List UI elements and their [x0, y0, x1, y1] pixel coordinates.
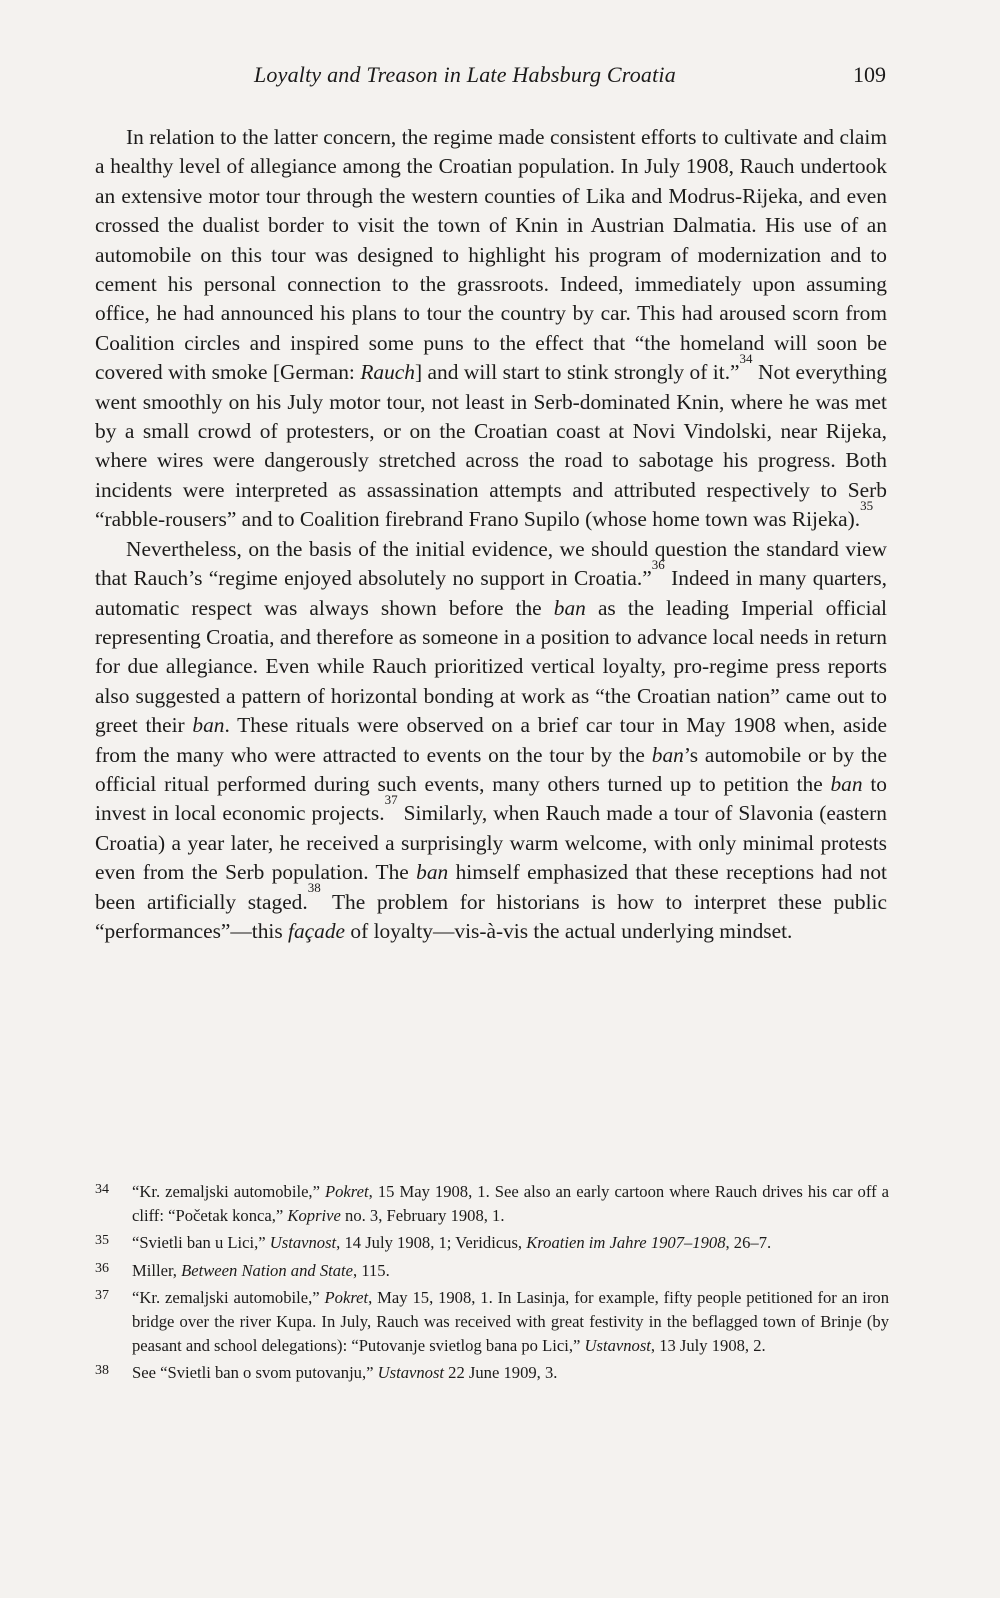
running-title: Loyalty and Treason in Late Habsburg Croatia	[254, 62, 676, 87]
p2-text-g: Similarly, when Rauch made a tour of Slavonia (eastern Croatia) a year later, he received a surprisingly warm welcome, with only minimal protests even from the Serb population. The	[95, 801, 888, 885]
p2-text-f: to invest in local economic projects.	[95, 771, 887, 826]
footnote-text: “Kr. zemaljski automobile,”	[132, 1182, 325, 1201]
footnote-italic: Ustavnost	[269, 1233, 337, 1253]
page-number: 109	[853, 62, 886, 87]
p2-italic-ban-1: ban	[553, 595, 586, 620]
footnote-ref-35[interactable]: 35	[860, 498, 874, 514]
footnote-34	[95, 1180, 889, 1227]
footnote-text: Miller,	[132, 1260, 182, 1280]
footnote-ref-38[interactable]: 38	[307, 880, 321, 896]
footnote-36	[95, 1259, 889, 1283]
footnote-italic: Pokret	[325, 1182, 369, 1201]
paragraph-2	[95, 535, 887, 947]
footnote-37	[95, 1286, 889, 1357]
running-head	[254, 62, 886, 92]
body-text	[95, 123, 887, 946]
footnote-number: 35	[95, 1233, 109, 1249]
p2-text-j: of loyalty—vis-à-vis the actual underlying mindset.	[345, 918, 793, 943]
p2-text-a: Nevertheless, on the basis of the initial evidence, we should question the standard view that Rauch’s “regime enjoyed absolutely no support in Croatia.”	[95, 536, 887, 591]
p2-italic-facade: façade	[288, 918, 346, 943]
footnote-italic: Ustavnost	[377, 1363, 445, 1383]
footnote-number: 36	[95, 1260, 109, 1276]
footnote-number: 38	[95, 1363, 109, 1379]
footnote-italic: Between Nation and State	[181, 1260, 354, 1280]
p2-italic-ban-3: ban	[651, 742, 684, 767]
p1-text-a: In relation to the latter concern, the regime made consistent efforts to cultivate and claim a healthy level of allegiance among the Croatian population. In July 1908, Rauch undertook an extensive motor tour through the western counties of Lika and Modrus-Rijeka, and even crossed the dualist border to visit the town of Knin in Austrian Dalmatia. His use of an automobile on this tour was designed to highlight his program of modernization and to cement his personal connection to the grassroots. Indeed, immediately upon assuming office, he had announced his plans to tour the country by car. This had aroused scorn from Coalition circles and inspired some puns to the effect that “the homeland will soon be covered with smoke [German:	[95, 125, 887, 385]
footnote-text: , 15 May 1908, 1. See also an early cartoon where Rauch drives his car off a cliff: “Početak konca,”	[132, 1182, 890, 1225]
p1-text-d: Not everything went smoothly on his July motor tour, not least in Serb-dominated Knin, where he was met by a small crowd of protesters, or on the Croatian coast at Novi Vindolski, near Rijeka, where wires were dangerously stretched across the road to sabotage his progress. Both incidents were interpreted as assassination attempts and attributed respectively to Serb “rabble-rousers” and to Coalition firebrand Frano Supilo (whose home town was Rijeka).	[95, 360, 887, 532]
footnote-text: , 115.	[353, 1260, 390, 1280]
footnote-35	[95, 1231, 889, 1255]
footnote-text: , 26–7.	[725, 1233, 772, 1253]
footnotes	[95, 1180, 889, 1389]
footnote-italic: Ustavnost	[584, 1335, 651, 1355]
p2-text-d: . These rituals were observed on a brief car tour in May 1908 when, aside from the many who were attracted to events on the tour by the	[95, 713, 887, 767]
footnote-number: 34	[95, 1182, 109, 1197]
p2-text-i: The problem for historians is how to interpret these public “performances”—this	[95, 889, 887, 943]
footnote-number: 37	[95, 1288, 109, 1304]
footnote-text: no. 3, February 1908, 1.	[340, 1205, 505, 1225]
footnote-ref-36[interactable]: 36	[651, 556, 665, 572]
footnote-italic: Kroatien im Jahre 1907–1908	[526, 1233, 726, 1253]
footnote-text: , May 15, 1908, 1. In Lasinja, for example, fifty people petitioned for an iron bridge over the river Kupa. In July, Rauch was received with great festivity in the beflagged town of Brinje (by peasant and school delegations): “Putovanje svietlog bana po Lici,”	[132, 1288, 889, 1355]
p2-italic-ban-2: ban	[192, 713, 225, 738]
p1-text-c: ] and will start to stink strongly of it.”	[414, 360, 740, 385]
footnote-text: , 13 July 1908, 2.	[650, 1335, 766, 1355]
footnote-38	[95, 1361, 889, 1385]
footnote-ref-34[interactable]: 34	[739, 351, 753, 367]
p2-italic-ban-5: ban	[416, 860, 449, 885]
p2-text-e: ’s automobile or by the official ritual performed during such events, many others turned up to petition the	[95, 742, 887, 796]
p2-text-b: Indeed in many quarters, automatic respect was always shown before the	[95, 566, 887, 620]
footnote-italic: Koprive	[287, 1205, 341, 1225]
p2-italic-ban-4: ban	[830, 771, 863, 796]
footnote-italic: Pokret	[324, 1288, 369, 1308]
paragraph-1	[95, 123, 887, 535]
footnote-text: “Svietli ban u Lici,”	[132, 1233, 270, 1253]
p2-text-h: himself emphasized that these receptions had not been artificially staged.	[95, 860, 887, 914]
p2-text-c: as the leading Imperial official representing Croatia, and therefore as someone in a position to advance local needs in return for due allegiance. Even while Rauch prioritized vertical loyalty, pro-regime press reports also suggested a pattern of horizontal bonding at work as “the Croatian nation” came out to greet their	[95, 595, 888, 738]
p1-italic-rauch: Rauch	[360, 360, 415, 385]
footnote-text: , 14 July 1908, 1; Veridicus,	[336, 1233, 527, 1253]
footnote-text: 22 June 1909, 3.	[444, 1363, 558, 1383]
footnote-ref-37[interactable]: 37	[384, 792, 398, 808]
footnote-text: See “Svietli ban o svom putovanju,”	[132, 1363, 378, 1383]
footnote-text: “Kr. zemaljski automobile,”	[132, 1288, 325, 1308]
